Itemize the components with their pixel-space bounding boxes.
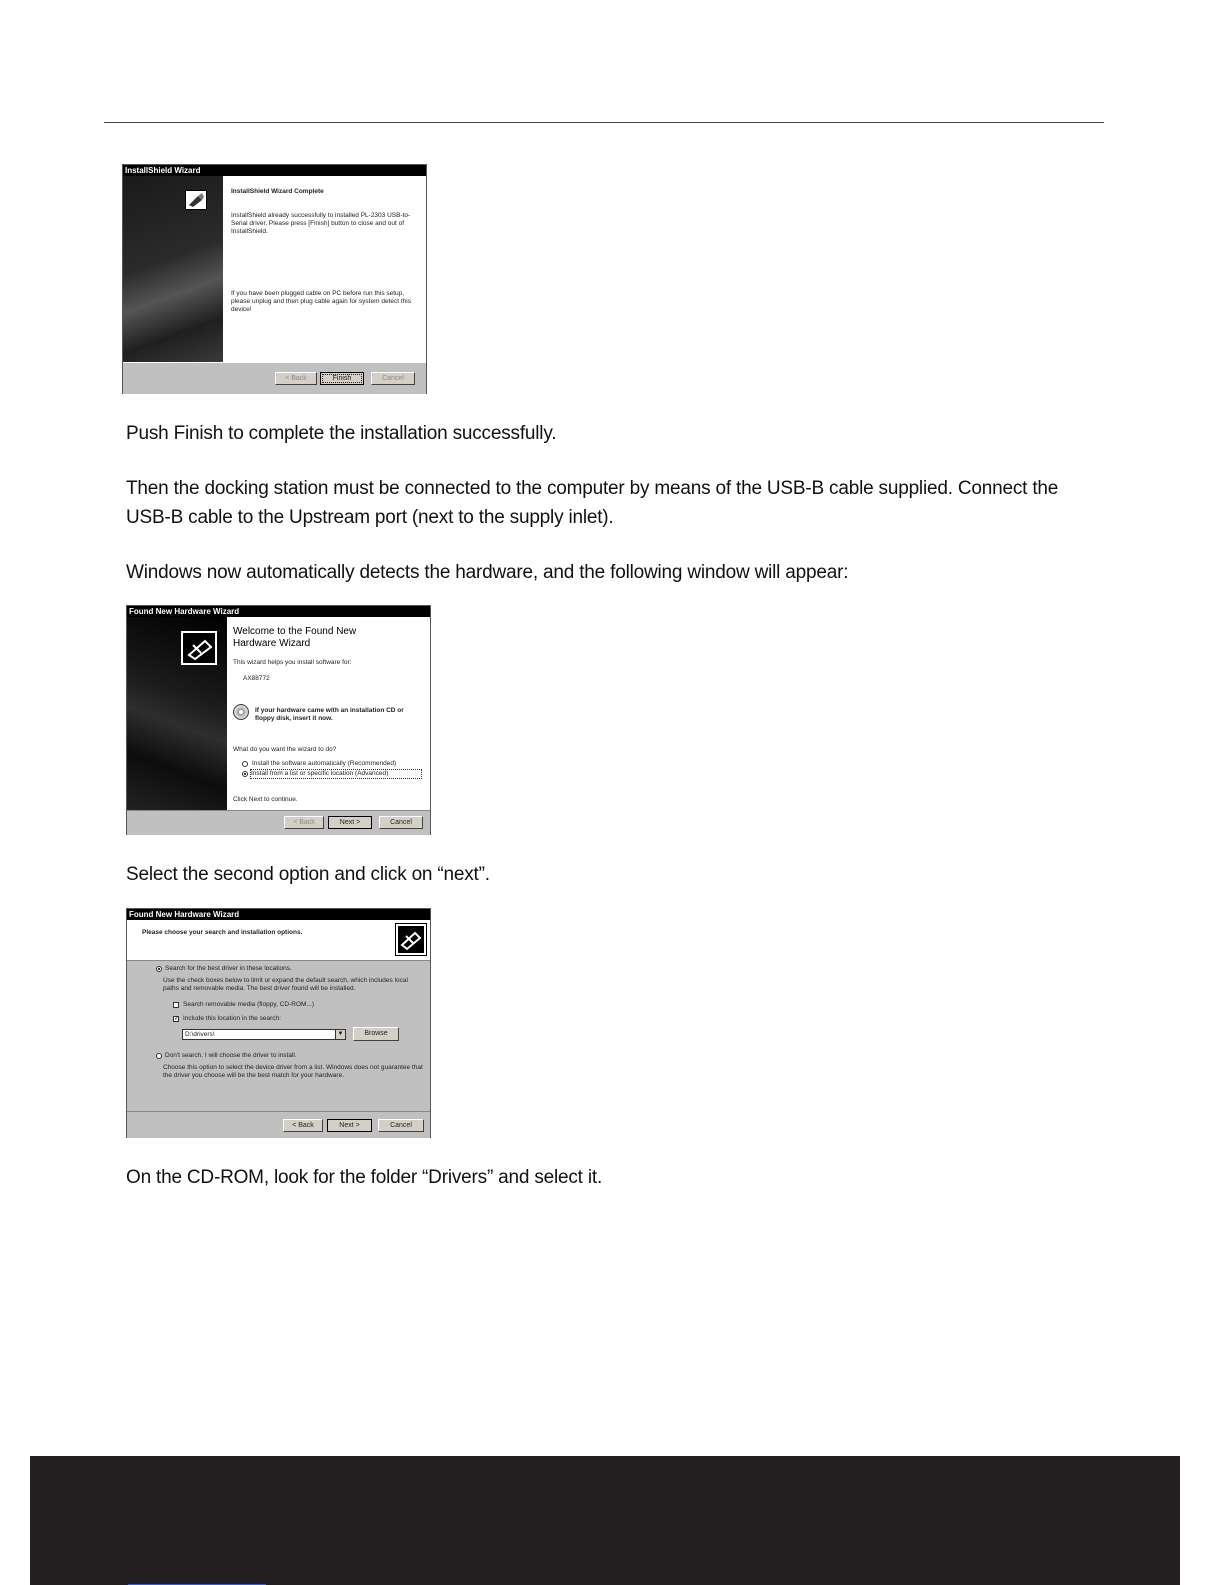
option-dont-search-description: Choose this option to select the device driver from a list. Windows does not guarantee that the driver you choose will be the best match for your hardware. [163,1064,423,1079]
option-install-from-list[interactable]: Install from a list or specific location (Advanced) [251,770,421,778]
wizard-heading: InstallShield Wizard Complete [231,188,324,195]
wizard-banner-image [127,617,227,810]
found-new-hardware-welcome-screenshot [126,605,431,835]
browse-button[interactable]: Browse [353,1027,399,1041]
header-rule [104,122,1104,123]
wizard-question: What do you want the wizard to do? [233,746,337,753]
finish-button[interactable]: Finish [320,372,364,385]
option-search-description: Use the check boxes below to limit or expand the default search, which includes local paths and removable media. The best driver found will be installed. [163,977,408,992]
window-title: InstallShield Wizard [123,165,426,176]
radio-dont-search[interactable] [156,1053,162,1059]
cancel-button[interactable]: Cancel [378,1119,424,1132]
next-button[interactable]: Next > [328,816,372,829]
back-button[interactable]: < Back [283,1119,323,1132]
wizard-text-complete: InstallShield already successfully to installed PL-2303 USB-to-Serial driver. Please press [Finish] button to close and out of InstallShield. [231,212,411,235]
wizard-footer [127,1111,430,1138]
wizard-content [227,617,430,810]
instruction-select-second-option: Select the second option and click on “next”. [126,864,490,885]
option-search-best-driver[interactable]: Search for the best driver in these locations. [165,965,292,972]
cancel-button[interactable]: Cancel [379,816,423,829]
wizard-heading: Please choose your search and installation options. [142,929,303,936]
wizard-footer [127,810,430,835]
installshield-wizard-screenshot [122,164,427,394]
cd-icon [233,704,249,720]
device-name: AX88772 [243,675,270,682]
wizard-intro: This wizard helps you install software for: [233,659,352,666]
wizard-body [127,961,430,1111]
back-button[interactable]: < Back [275,372,317,385]
radio-install-from-list[interactable] [242,771,248,777]
instruction-connect-cable: Then the docking station must be connected to the computer by means of the USB-B cable supplied. Connect the USB-B cable to the Upstream port (next to the supply inlet). [126,478,1059,528]
checkbox-include-location[interactable]: ✓ [174,1016,180,1022]
cancel-button[interactable]: Cancel [371,372,415,385]
wizard-content [223,176,426,362]
chevron-down-icon[interactable]: ▼ [335,1030,345,1039]
setup-icon [185,190,207,210]
insert-cd-text: If your hardware came with an installation CD or floppy disk, insert it now. [255,707,404,722]
checkbox-removable-media[interactable] [173,1002,179,1008]
location-combobox[interactable] [182,1029,346,1040]
back-button[interactable]: < Back [284,816,324,829]
instruction-detect-hardware: Windows now automatically detects the hardware, and the following window will appear: [126,562,849,583]
label-removable-media[interactable]: Search removable media (floppy, CD-ROM...) [183,1001,315,1008]
instruction-finish: Push Finish to complete the installation successfully. [126,423,557,444]
hardware-icon [396,924,426,955]
window-title: Found New Hardware Wizard [127,909,430,920]
window-title: Found New Hardware Wizard [127,606,430,617]
location-value: D:\drivers\ [185,1031,215,1038]
wizard-header [127,920,430,961]
instruction-select-drivers-folder: On the CD-ROM, look for the folder “Drivers” and select it. [126,1167,603,1188]
next-button[interactable]: Next > [327,1119,372,1132]
wizard-banner-image [123,176,223,362]
continue-text: Click Next to continue. [233,796,298,803]
page-footer-bar [30,1456,1180,1585]
hardware-icon [181,631,217,665]
label-include-location[interactable]: Include this location in the search: [183,1015,281,1022]
option-dont-search[interactable]: Don't search. I will choose the driver to install. [165,1052,297,1059]
wizard-footer [123,362,426,394]
wizard-text-replug: If you have been plugged cable on PC before run this setup, please unplug and then plug cable again for system detect this device! [231,290,411,313]
search-options-screenshot [126,908,431,1138]
radio-search-best-driver[interactable] [156,966,162,972]
option-install-automatically[interactable]: Install the software automatically (Recommended) [252,760,397,767]
wizard-heading: Welcome to the Found New Hardware Wizard [233,626,357,649]
radio-install-automatically[interactable] [242,761,248,767]
